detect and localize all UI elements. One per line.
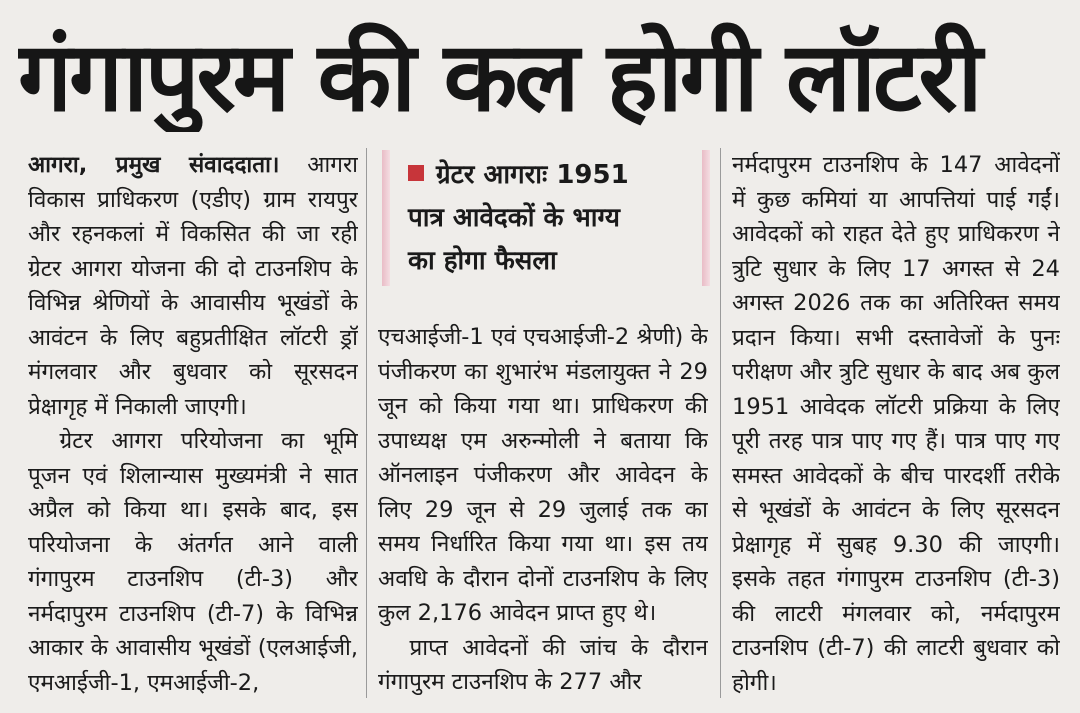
article-column-1 [28, 148, 358, 704]
headline: गंगापुरम की कल होगी लॉटरी [18, 22, 980, 132]
pull-quote-right-bar [702, 150, 710, 286]
column1-paragraph-1-text: आगरा विकास प्राधिकरण (एडीए) ग्राम रायपुर और रहनकलां में विकसित की जा रही ग्रेटर आगरा योजना की दो टाउनशिप के विभिन्न श्रेणियों के आवासीय भूखंडों के आवंटन के लिए बहुप्रतीक्षित लॉटरी ड्रॉ मंगलवार और बुधवार को सूरसदन प्रेक्षागृह में निकाली जाएगी। [28, 152, 358, 420]
column2-paragraph-2: प्राप्त आवेदनों की जांच के दौरान गंगापुरम टाउनशिप के 277 और [378, 634, 708, 695]
byline: आगरा, प्रमुख संवाददाता। [28, 152, 280, 178]
column-separator [366, 148, 367, 698]
pull-quote-line-1 [408, 154, 688, 197]
pull-quote [382, 150, 710, 290]
pull-quote-line-1-text: ग्रेटर आगराः 1951 [436, 160, 629, 190]
column3-paragraph-1: नर्मदापुरम टाउनशिप के 147 आवेदनों में कुछ कमियां या आपत्तियां पाई गईं। आवेदकों को राहत देते हुए प्राधिकरण ने त्रुटि सुधार के लिए 17 अगस्त से 24 अगस्त 2026 तक का अतिरिक्त समय प्रदान किया। सभी दस्तावेजों के पुनः परीक्षण और त्रुटि सुधार के बाद अब कुल 1951 आवेदक लॉटरी प्रक्रिया के लिए पूरी तरह पात्र पाए गए हैं। पात्र पाए गए समस्त आवेदकों के बीच पारदर्शी तरीके से भूखंडों के आवंटन के लिए सूरसदन प्रेक्षागृह में सुबह 9.30 की जाएगी। इसके तहत गंगापुरम टाउनशिप (टी-3) की लाटरी मंगलवार को, नर्मदापुरम टाउनशिप (टी-7) की लाटरी बुधवार को होगी। [732, 152, 1060, 696]
column1-paragraph-1 [28, 148, 358, 424]
pull-quote-left-bar [382, 150, 390, 286]
pull-quote-text [408, 154, 688, 283]
column-separator [720, 148, 721, 698]
column1-paragraph-2: ग्रेटर आगरा परियोजना का भूमि पूजन एवं शिलान्यास मुख्यमंत्री ने सात अप्रैल को किया था। इसके बाद, इस परियोजना के अंतर्गत आने वाली गंगापुरम टाउनशिप (टी-3) और नर्मदापुरम टाउनशिप (टी-7) के विभिन्न आकार के आवासीय भूखंडों (एलआईजी, एमआईजी-1, एमआईजी-2, [28, 428, 358, 696]
column2-paragraph-1: एचआईजी-1 एवं एचआईजी-2 श्रेणी) के पंजीकरण का शुभारंभ मंडलायुक्त ने 29 जून को किया गया था। प्राधिकरण की उपाध्यक्ष एम अरुन्मोली ने बताया कि ऑनलाइन पंजीकरण और आवेदन के लिए 29 जून से 29 जुलाई तक का समय निर्धारित किया गया था। इस तय अवधि के दौरान दोनों टाउनशिप के लिए कुल 2,176 आवेदन प्राप्त हुए थे। [378, 324, 708, 626]
pull-quote-line-2: पात्र आवेदकों के भाग्य [408, 203, 620, 233]
article-column-2 [378, 320, 708, 704]
red-square-bullet-icon [408, 165, 424, 181]
pull-quote-line-3: का होगा फैसला [408, 246, 557, 276]
article-column-3 [732, 148, 1060, 704]
